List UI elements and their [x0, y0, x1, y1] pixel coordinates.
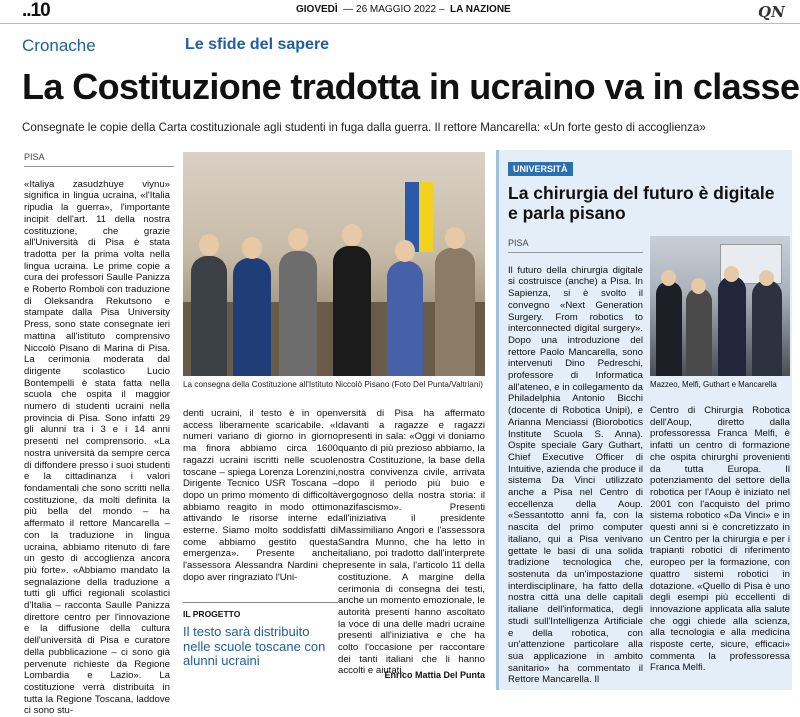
category-tag: UNIVERSITÀ	[508, 162, 573, 176]
person-figure	[191, 256, 227, 376]
section-title: Cronache	[22, 36, 96, 55]
page-number: ..10	[22, 0, 50, 21]
project-label: IL PROGETTO	[183, 609, 241, 619]
person-head	[661, 270, 676, 286]
person-head	[342, 224, 362, 246]
person-figure	[686, 288, 712, 376]
person-figure	[279, 251, 317, 376]
person-figure	[718, 276, 746, 376]
article-text-1: «Italiya zasudzhuye viynu» significa in lingua ucraina, «l'Italia ripudia la guerra», l'importante incipit dell'art. 11 della nostra costituzione, che grazie all'Università di Pisa è stata tradotta per la prima volta nella lingua ucraina. Le prime copie a cura dei professori Saulle Panizza e Roberto Romboli con traduzione di Oleksandra Rekutsono e stampate dalla Pisa University Press, sono state consegnate ieri mattina all'istituto comprensivo Niccolò Pisano di Marina di Pisa. La cerimonia moderata dal dirigente scolastico Lucio Bontempelli è stata fatta nella scuola che ospita il maggior numero di studenti ucraini nella provincia di Pisa. Sono infatti 29 gli alunni tra i 3 e i 14 anni presenti nel comprensorio. «La nostra università da sempre cerca di diffondere presso i suoi studenti e la cittadinanza i valori fondamentali che sono scritti nella costituzione, da molti definita la più bella del mondo – ha affermato il rettore Mancarella – con la traduzione in lingua ucraina, abbiamo ritenuto di fare un gesto di accoglienza ancora più forte». «Abbiamo mandato la segnalazione della traduzione a tutti gli uffici regionali scolastici d'Italia – racconta Saulle Panizza direttore centro per l'innovazione e la diffusione della cultura dell'università di Pisa e curatore della pubblicazione – ci sono già pervenute richieste da Regione Lombardia e Lazio». La costituzione verrà distribuita in tutta la Regione Toscana, laddove ci sono stu-	[24, 178, 170, 717]
article-text-3: versità di Pisa ha affermato davanti a ragazze e ragazzi presenti in sala: «Oggi vi doniamo quanto di più prezioso abbiamo, la nostra Costituzione, la base della nostra convivenza civile, arrivata dopo il periodo più buio e vergognoso della nostra storia: il nazifascismo». Presenti all'iniziativa il presidente Massimiliano Angori e l'assessora Sandra Munno, che ha letto in italiano, poi tradotto dall'interprete presente in sala, l'articolo 11 della costituzione. A margine della cerimonia di consegna dei testi, anche un momento emozionale, le autorità presenti hanno ascoltato la voce di una delle madri ucraine presenti all'iniziativa e che ha colto l'occasione per raccontare dei tanti italiani che li hanno accolti e aiutati.	[338, 408, 485, 677]
headline: La Costituzione tradotta in ucraino va in classe	[22, 66, 800, 107]
person-head	[199, 234, 219, 256]
project-title: Il testo sarà distribuito nelle scuole toscane con alunni ucraini	[183, 624, 326, 668]
side-text-1: Il futuro della chirurgia digitale si costruisce (anche) a Pisa. In Sapienza, si è svolto il convegno «Next Generation Surgery. From robotics to interconnected digital surgery». Dopo una introduzione del rettore Paolo Mancarella, sono intervenuti Dino Pedreschi, professore di Informatica all'ateneo, e in collegamento da Philadelphia Antonio Bicchi (docente di Robotica Unipi), e Arianna Menciassi (Biorobotics Institute Scuola S. Anna). Ospite speciale Gary Guthart, Chief Executive Officer di Intuitive, azienda che produce il sistema Da Vinci utilizzato anche a Pisa nel Centro di eccellenza della Aoup. «Sessantotto anni fa, con la nascita del primo computer italiano, qui a Pisa venivano gettate le basi di una solida tradizione tecnologica che, sostenuta da un'impostazione interdisciplinare, ha fatto della nostra città una delle capitali italiane dell'informatica, degli studi sull'Intelligenza Artificiale e della robotica, con un'attenzione particolare alla sua applicazione in ambito sanitario» ha commentato il Rettore Mancarella. Il	[508, 264, 643, 686]
person-head	[691, 278, 706, 294]
flag-icon	[419, 182, 433, 252]
author-signature: Enrico Mattia Del Punta	[384, 670, 485, 680]
photo-caption: La consegna della Costituzione all'Istituto Niccolò Pisano (Foto Del Punta/Valtriani)	[183, 380, 483, 389]
kicker: Le sfide del sapere	[185, 36, 330, 53]
person-figure	[656, 281, 682, 376]
article-text-2: denti ucraini, il testo è in open access liberamente scaricabile. «I numeri variano di giorno in giorno ma finora abbiamo circa 1600 ragazzi ucraini iscritti nelle scuole toscane – spiega Lorenza Lorenzini, Dirigente Tecnico USR Toscana – dopo un primo momento di difficoltà abbiamo reagito in modo ottimo attivando le risorse interne ed esterne. Siamo molto soddisfatti di come abbiamo gestito questa emergenza». Presente anche l'assessora Alessandra Nardini che dopo aver ringraziato l'Uni-	[183, 408, 338, 583]
person-figure	[752, 280, 782, 376]
side-place: PISA	[508, 238, 643, 253]
ceremony-photo	[183, 152, 485, 376]
date: 26 MAGGIO 2022	[356, 4, 437, 15]
page-header	[0, 0, 800, 24]
side-column-1	[508, 238, 643, 686]
person-figure	[333, 246, 371, 376]
article-place: PISA	[24, 152, 174, 167]
paper-name: LA NAZIONE	[449, 4, 511, 15]
person-figure	[435, 248, 475, 376]
person-head	[759, 270, 774, 286]
surgery-photo	[650, 236, 790, 376]
person-head	[242, 237, 262, 259]
article-column-1	[24, 152, 170, 717]
article-column-2	[183, 408, 338, 598]
qn-logo: QN	[758, 3, 785, 21]
person-head	[724, 266, 739, 282]
person-figure	[233, 258, 271, 376]
person-head	[395, 240, 415, 262]
person-figure	[387, 261, 423, 376]
side-photo-caption: Mazzeo, Melfi, Guthart e Mancarella	[650, 380, 777, 389]
person-head	[445, 227, 465, 249]
side-text-2: Centro di Chirurgia Robotica dell'Aoup, diretto dalla professoressa Franca Melfi, è infatti un centro di formazione che ospita chirurghi provenienti da tutta Europa. Il potenziamento del settore della robotica per l'Aoup è iniziato nel 2001 con l'acquisto del primo sistema robotico «Da Vinci» e in questi anni si è concretizzato in un Centro per la chirurgia e per i trapianti robotici di riferimento europeo per la formazione, con quattro sistemi robotici in dotazione. «Quello di Pisa è uno degli esempi più eccellenti di innovazione applicata alla salute che oggi chiede alla scienza, alla tecnologia e alla medicina risposte certe, sicure, efficaci» commenta la professoressa Franca Melfi.	[650, 405, 790, 674]
page-dateline: GIOVEDÌ — 26 MAGGIO 2022 – LA NAZIONE	[296, 4, 511, 15]
side-column-2	[650, 405, 790, 685]
day: GIOVEDÌ	[296, 4, 338, 15]
project-box	[183, 602, 338, 686]
subtitle: Consegnate le copie della Carta costituzionale agli studenti in fuga dalla guerra. Il rettore Mancarella: «Un forte gesto di accoglienza»	[22, 121, 706, 134]
side-headline: La chirurgia del futuro è digitale e parla pisano	[508, 183, 775, 223]
person-head	[288, 228, 308, 250]
